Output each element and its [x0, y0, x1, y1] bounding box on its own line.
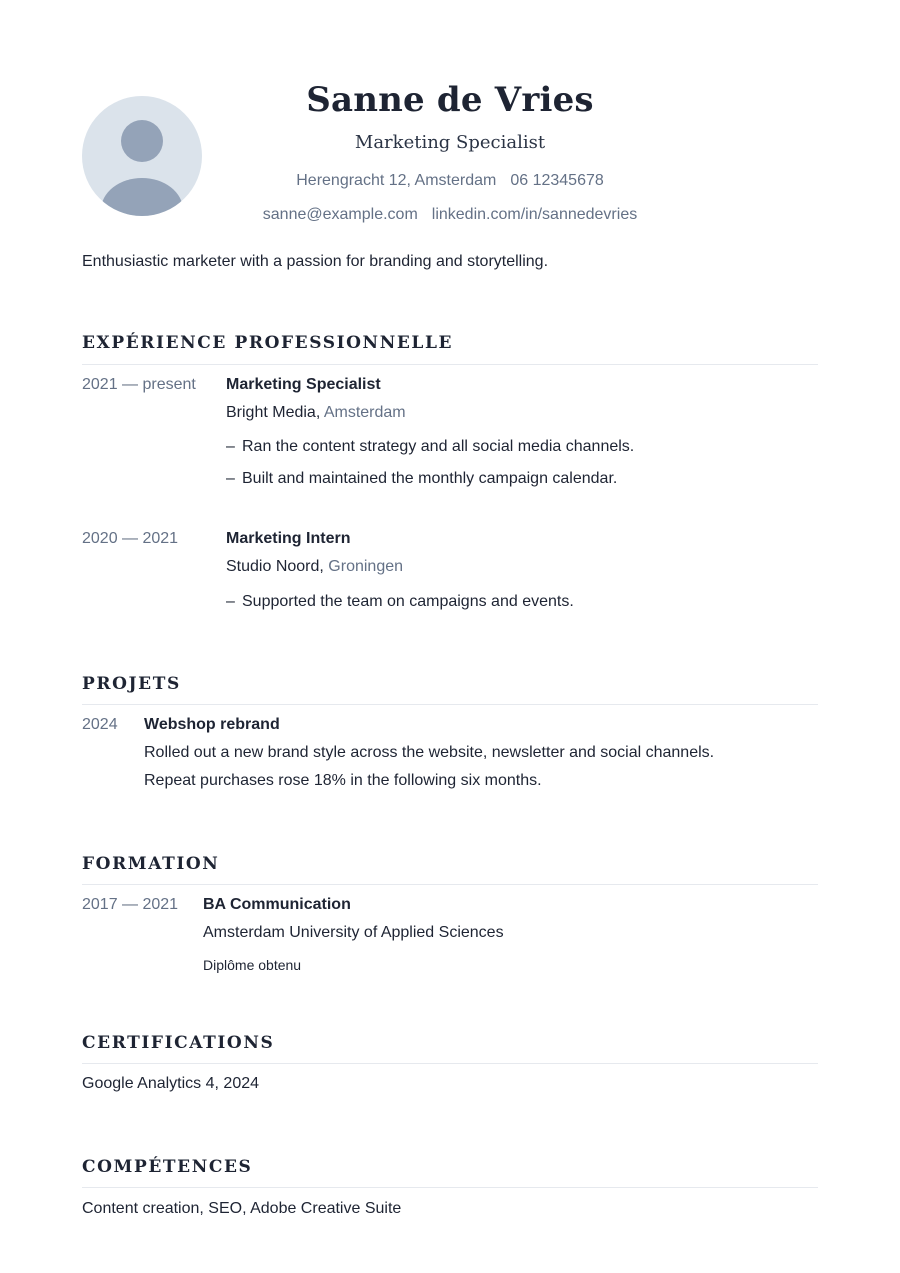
contact-row-2 [200, 206, 700, 224]
experience-company-line [226, 558, 403, 576]
experience-location: Groningen [328, 558, 404, 575]
avatar-head-shape [121, 120, 163, 162]
experience-location: Amsterdam [323, 404, 406, 421]
section-heading-skills: COMPÉTENCES [82, 1157, 253, 1177]
experience-role: Marketing Specialist [226, 376, 381, 393]
experience-company: Studio Noord, [226, 558, 324, 575]
experience-dates: 2021 — present [82, 376, 196, 393]
section-heading-experience: EXPÉRIENCE PROFESSIONNELLE [82, 333, 454, 353]
section-divider [82, 1063, 818, 1064]
experience-company-line [226, 404, 406, 422]
contact-phone: 06 12345678 [510, 172, 604, 189]
contact-email[interactable]: sanne@example.com [262, 206, 418, 223]
education-school: Amsterdam University of Applied Sciences [203, 924, 504, 941]
section-heading-education: FORMATION [82, 854, 220, 874]
project-description-line: Rolled out a new brand style across the website, newsletter and social channels. [144, 744, 715, 761]
candidate-name: Sanne de Vries [306, 80, 594, 120]
experience-bullet-text: Ran the content strategy and all social media channels. [242, 438, 635, 455]
section-divider [82, 1187, 818, 1188]
summary-text: Enthusiastic marketer with a passion for branding and storytelling. [82, 253, 549, 270]
section-heading-projects: PROJETS [82, 674, 181, 694]
experience-company: Bright Media, [226, 404, 321, 421]
experience-bullet: – Supported the team on campaigns and events. [226, 593, 574, 610]
experience-bullet: – Ran the content strategy and all social media channels. [226, 438, 635, 455]
project-name: Webshop rebrand [144, 716, 280, 733]
experience-bullet-text: Supported the team on campaigns and events. [242, 593, 574, 610]
education-dates: 2017 — 2021 [82, 896, 179, 913]
education-note: Diplôme obtenu [203, 957, 302, 973]
certifications-text: Google Analytics 4, 2024 [82, 1075, 260, 1092]
project-year: 2024 [82, 716, 118, 733]
skills-text: Content creation, SEO, Adobe Creative Suite [82, 1200, 402, 1217]
experience-bullet: – Built and maintained the monthly campaign calendar. [226, 470, 618, 487]
section-divider [82, 704, 818, 705]
contact-row-1 [200, 172, 700, 190]
contact-linkedin[interactable]: linkedin.com/in/sannedevries [431, 206, 638, 223]
experience-dates: 2020 — 2021 [82, 530, 179, 547]
section-heading-certifications: CERTIFICATIONS [82, 1033, 275, 1053]
project-description-line: Repeat purchases rose 18% in the following six months. [144, 772, 542, 789]
section-divider [82, 884, 818, 885]
education-degree: BA Communication [203, 896, 351, 913]
avatar-body-shape [101, 178, 183, 216]
experience-bullet-text: Built and maintained the monthly campaign calendar. [242, 470, 618, 487]
candidate-title: Marketing Specialist [354, 132, 546, 153]
avatar-placeholder [82, 96, 202, 216]
section-divider [82, 364, 818, 365]
experience-role: Marketing Intern [226, 530, 351, 547]
contact-address: Herengracht 12, Amsterdam [296, 172, 497, 189]
